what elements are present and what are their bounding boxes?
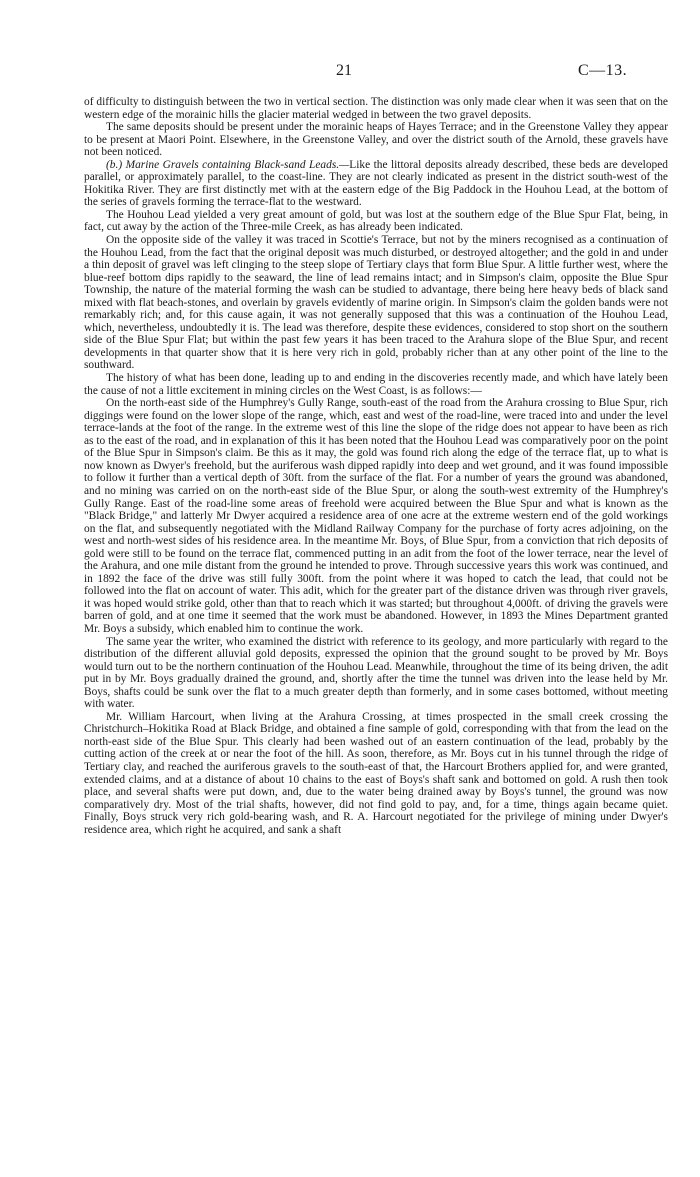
page-number: 21 [336,62,352,79]
paragraph: The same deposits should be present under the morainic heaps of Hayes Terrace; and in the Greenstone Valley they appear to be present at Maori Point. Elsewhere, in the Greenstone Valley, and over the district south of the Arnold, these gravels have not been noticed. [84,121,668,159]
paragraph: Mr. William Harcourt, when living at the Arahura Crossing, at times prospected in the small creek crossing the Christchurch–Hokitika Road at Black Bridge, and obtained a fine sample of gold, corresponding with that from the lead on the north-east side of the Blue Spur. This clearly had been washed out of an eastern continuation of the lead, probably by the cutting action of the creek at or near the foot of the hill. As soon, therefore, as Mr. Boys cut in his tunnel through the ridge of Tertiary clay, and reached the auriferous gravels to the south-east of that, the Harcourt Brothers applied for, and were granted, extended claims, and at a distance of about 10 chains to the east of Boys's shaft sank and bottomed on gold. A rush then took place, and several shafts were put down, and, due to the water being drained away by Boys's tunnel, the ground was now comparatively dry. Most of the trial shafts, however, did not find gold to pay, and, for a time, things again became quiet. Finally, Boys struck very rich gold-bearing wash, and R. A. Harcourt negotiated for the privilege of mining under Dwyer's residence area, which right he acquired, and sank a shaft [84,710,668,836]
paragraph: On the north-east side of the Humphrey's Gully Range, south-east of the road from the Arahura crossing to Blue Spur, rich diggings were found on the lower slope of the range, which, east and west of the road-line, were traced into and under the level terrace-lands at the foot of the range. In the extreme west of this line the slope of the ridge does not appear to have been as rich as to the east of the road, and in explanation of this it has been noted that the Houhou Lead was comparatively poor on the point of the Blue Spur in Simpson's claim. Be this as it may, the gold was found rich along the edge of the terrace flat, up to what is now known as Dwyer's freehold, but the auriferous wash dipped rapidly into deep and wet ground, and it was found impossible to follow it further than a vertical depth of 30ft. from the surface of the flat. For a number of years the ground was abandoned, and no mining was carried on on the north-east side of the Blue Spur, or along the south-west extremity of the Humphrey's Gully Range. East of the road-line some areas of freehold were acquired between the Blue Spur and what is known as the "Black Bridge," and latterly Mr Dwyer acquired a residence area of one acre at the extreme western end of the gold workings on the flat, and subsequently negotiated with the Midland Railway Company for the purchase of forty acres adjoining, on the west and north-west sides of his residence area. In the meantime Mr. Boys, of Blue Spur, from a conviction that rich deposits of gold were still to be found on the terrace flat, commenced putting in an adit from the foot of the lower terrace, near the level of the Arahura, and one mile distant from the ground he intended to prove. Through successive years this work was continued, and in 1892 the face of the drive was still fully 300ft. from the point where it was hoped to catch the lead, that could not be followed into the flat on account of water. This adit, which for the greater part of the distance driven was through river gravels, it was hoped would strike gold, other than that to reach which it was started; but throughout 4,000ft. of driving the gravels were barren of gold, and at one time it seemed that the work must be abandoned. However, in 1893 the Mines Department granted Mr. Boys a subsidy, which enabled him to continue the work. [84,397,668,635]
paragraph: On the opposite side of the valley it was traced in Scottie's Terrace, but not by the miners recognised as a continuation of the Houhou Lead, from the fact that the original deposit was much disturbed, or destroyed altogether; and the gold in and under a thin deposit of gravel was left clinging to the steep slope of Tertiary clays that form Blue Spur. A little further west, where the blue-reef bottom dips rapidly to the seaward, the line of lead remains intact; and in Simpson's claim, opposite the Blue Spur Township, the nature of the material forming the wash can be studied to advantage, there being here heavy beds of black sand mixed with flat beach-stones, and overlain by gravels evidently of marine origin. In Simpson's claim the golden bands were not remarkably rich; and, for this cause again, it was not generally supposed that this was a continuation of the Houhou Lead, which, nevertheless, undoubtedly it is. The lead was therefore, despite these evidences, considered to stop short on the southern side of the Blue Spur Flat; but within the past few years it has been traced to the Arahura slope of the Blue Spur, and recent developments in that quarter show that it is here very rich in gold, probably richer than at any other point of the line to the southward. [84,234,668,372]
section-heading: (b.) Marine Gravels containing Black-sand Leads.— [106,158,350,171]
document-reference: C—13. [578,62,628,79]
paragraph: The history of what has been done, leading up to and ending in the discoveries recently made, and which have lately been the cause of not a little excitement in mining circles on the West Coast, is as follows:— [84,372,668,397]
page-header [0,62,700,82]
paragraph: The Houhou Lead yielded a very great amount of gold, but was lost at the southern edge of the Blue Spur Flat, being, in fact, cut away by the action of the Three-mile Creek, as has already been indicated. [84,208,668,234]
paragraph-section-b [84,159,668,209]
body-text [84,96,668,836]
paragraph-text: Like the littoral deposits already described, these beds are developed parallel, or approximately parallel, to the coast-line. They are not clearly indicated as present in the district south-west of the Hokitika River. They are first distinctly met with at the eastern edge of the Big Paddock in the Houhou Lead, at the bottom of the series of gravels forming the terrace-flat to the westward. [84,158,668,209]
paragraph: of difficulty to distinguish between the two in vertical section. The distinction was only made clear when it was seen that on the western edge of the morainic hills the glacier material wedged in between the two gravel deposits. [84,96,668,121]
paragraph: The same year the writer, who examined the district with reference to its geology, and more particularly with regard to the distribution of the different alluvial gold deposits, expressed the opinion that the ground sought to be proved by Mr. Boys would turn out to be the northern continuation of the Houhou Lead. Meanwhile, throughout the time of its being driven, the adit put in by Mr. Boys gradually drained the ground, and, shortly after the time the tunnel was driven into the lease held by Mr. Boys, shafts could be sunk over the flat to a much greater depth than formerly, and in some cases bottomed, without meeting with water. [84,635,668,711]
